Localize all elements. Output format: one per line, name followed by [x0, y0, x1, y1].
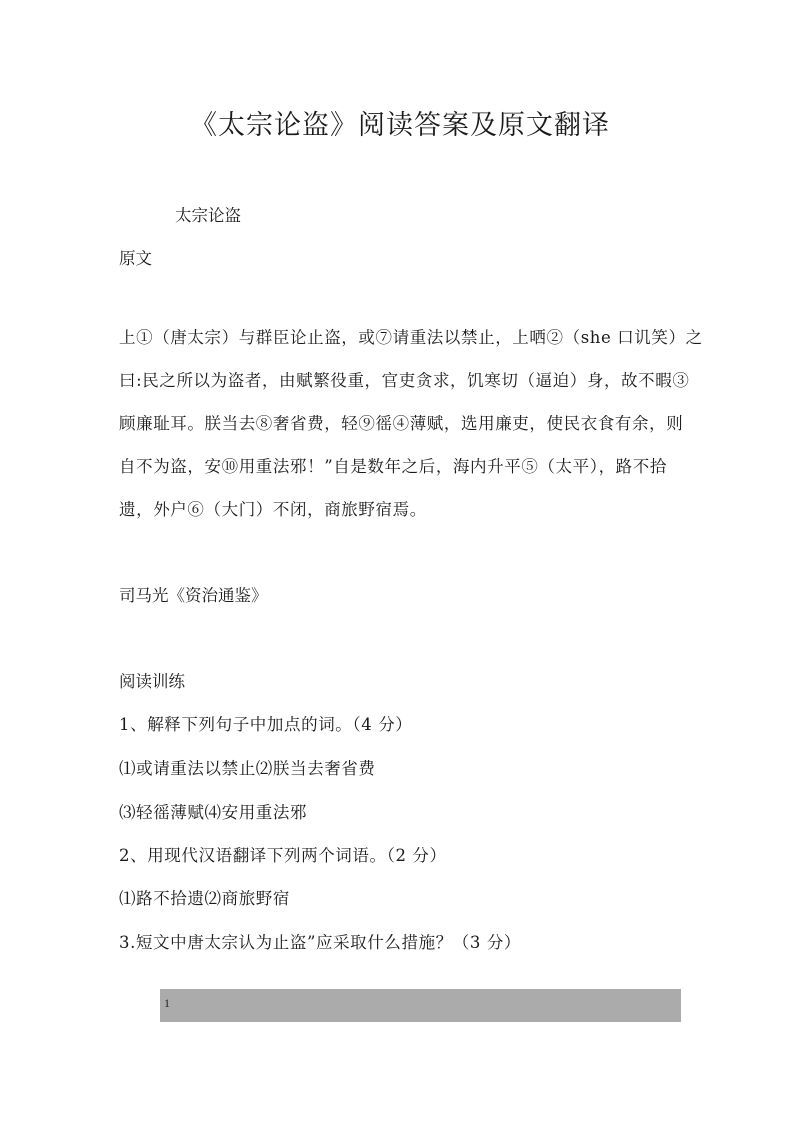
question-1-items-b: ⑶轻徭薄赋⑷安用重法邪: [119, 803, 308, 822]
passage-line: 顾廉耻耳。朕当去⑧奢省费，轻⑨徭④薄赋，选用廉吏，使民衣食有余，则: [119, 414, 684, 433]
passage-line: 上①（唐太宗）与群臣论止盗，或⑦请重法以禁止，上哂②（she 口讥笑）之: [119, 328, 703, 347]
question-2: 2、用现代汉语翻译下列两个词语。（2 分）: [119, 846, 447, 865]
document-title: 《太宗论盗》阅读答案及原文翻译: [190, 110, 610, 141]
page-number: 1: [164, 996, 170, 1010]
passage-line: 遗，外户⑥（大门）不闭，商旅野宿焉。: [119, 500, 427, 519]
passage-line: 自不为盗，安⑩用重法邪！”自是数年之后，海内升平⑤（太平），路不拾: [119, 457, 667, 476]
question-2-items: ⑴路不拾遗⑵商旅野宿: [119, 889, 290, 908]
footer-bar: [160, 989, 681, 1022]
original-text-label: 原文: [119, 249, 152, 268]
training-heading: 阅读训练: [119, 672, 185, 691]
question-1: 1、解释下列句子中加点的词。（4 分）: [119, 715, 413, 734]
question-3: 3.短文中唐太宗认为止盗”应采取什么措施？（3 分）: [119, 933, 522, 952]
passage-line: 曰:民之所以为盗者，由赋繁役重，官吏贪求，饥寒切（逼迫）身，故不暇③: [119, 371, 690, 390]
source-citation: 司马光《资治通鉴》: [119, 586, 268, 605]
question-1-items-a: ⑴或请重法以禁止⑵朕当去奢省费: [119, 759, 376, 778]
passage-subtitle: 太宗论盗: [175, 206, 241, 225]
